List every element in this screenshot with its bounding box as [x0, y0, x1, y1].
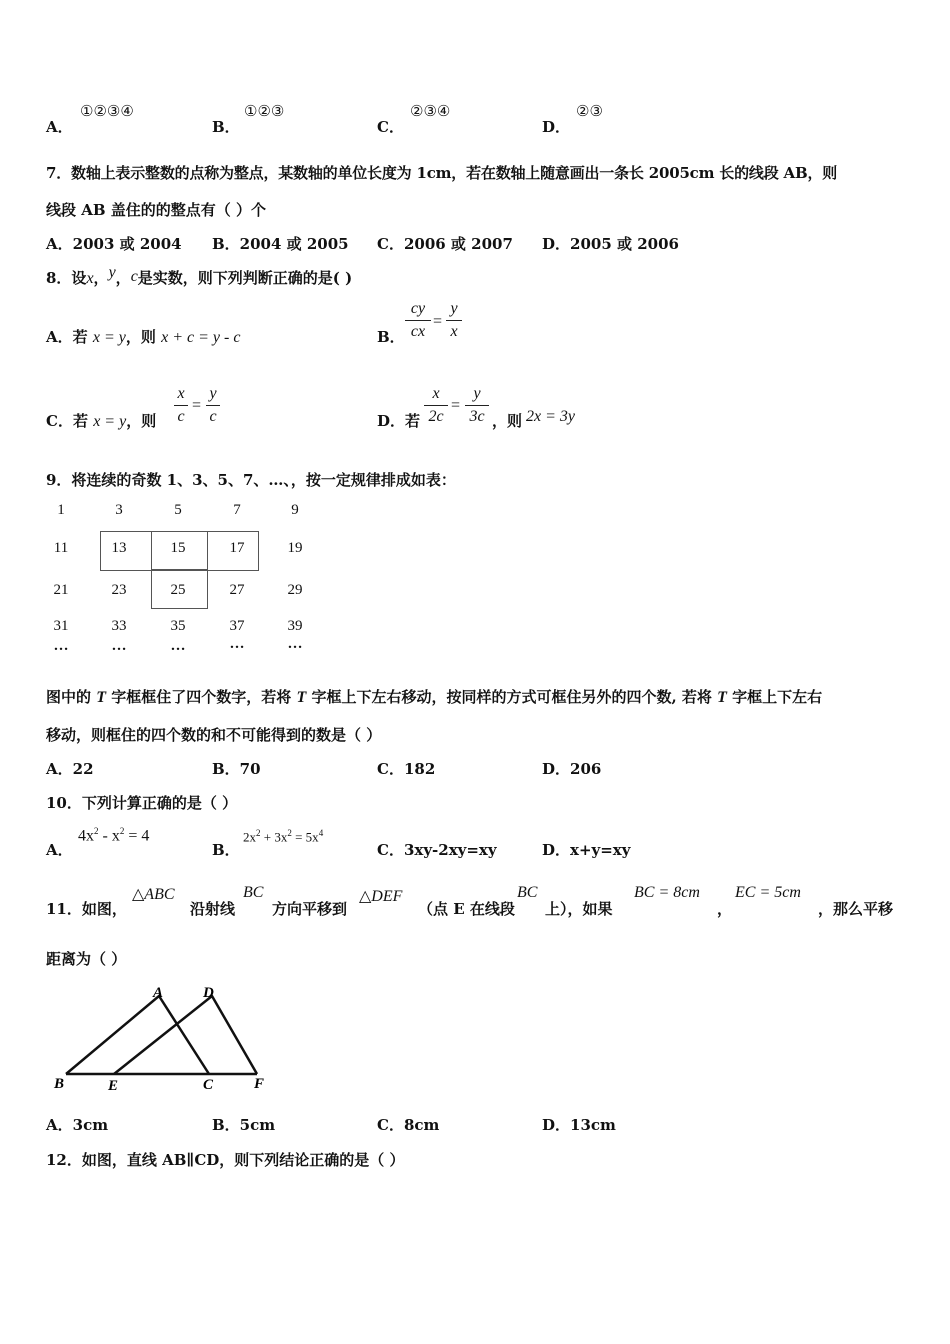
- q9-option-d: D．206: [542, 760, 602, 778]
- q10-b-exponent-3: 4: [318, 828, 324, 838]
- q8-option-d-label: D．若: [377, 412, 421, 430]
- q11-label-f: F: [254, 1076, 265, 1092]
- q8-option-c-fraction-1: [174, 385, 188, 426]
- q6-option-d-label: D．: [542, 118, 571, 136]
- q9-cell: 29: [287, 582, 303, 598]
- q11-triangle-abc: △ABC: [132, 886, 175, 903]
- q11-translation-figure: [40, 978, 280, 1098]
- q9-desc-part: 字框上下左右移动，按同样的方式可框住另外的四个数, 若将: [306, 688, 718, 706]
- q9-cell: 25: [170, 582, 186, 598]
- q8-stem: [46, 264, 353, 288]
- q10-b-exponent-2: 2: [287, 828, 292, 838]
- q8-option-d-fraction-1: [424, 385, 448, 426]
- q11-triangle-abc-sides: [66, 996, 209, 1074]
- q9-cell: 3: [115, 502, 123, 518]
- q8-option-b-fraction-1: [405, 300, 431, 341]
- q10-stem: 10．下列计算正确的是（ ）: [46, 794, 238, 812]
- q8-b-numerator-1: cy: [410, 300, 426, 317]
- q8-option-b-equals: =: [433, 313, 443, 330]
- q9-ellipsis: …: [287, 636, 303, 652]
- q7-stem-line2: 线段 AB 盖住的的整点有（ ）个: [46, 201, 266, 219]
- q8-stem-suffix: 是实数，则下列判断正确的是( ): [137, 269, 353, 287]
- q11-text-translation: ，那么平移: [818, 900, 894, 918]
- q11-stem-prefix: 11．如图，: [46, 900, 127, 918]
- q8-c-numerator-1: x: [177, 385, 185, 402]
- q9-cell: 23: [111, 582, 127, 598]
- q9-cell: 39: [287, 618, 303, 634]
- q8-option-a-result: x + c = y - c: [161, 329, 241, 346]
- q8-d-numerator-2: y: [473, 385, 481, 402]
- q11-label-c: C: [203, 1077, 214, 1093]
- q8-var-y: y: [108, 264, 116, 281]
- q10-option-c: C．3xy-2xy=xy: [377, 841, 497, 859]
- q11-option-c: C．8cm: [377, 1116, 440, 1134]
- q9-option-c: C．182: [377, 760, 436, 778]
- q8-option-a: [46, 326, 240, 347]
- q11-text-direction: 方向平移到: [272, 900, 348, 918]
- q10-b-term-1: 2x: [243, 829, 256, 845]
- q6-option-c-label: C．: [377, 118, 404, 136]
- q10-b-exponent-1: 2: [256, 828, 261, 838]
- q9-description-line2: 移动，则框住的四个数的和不可能得到的数是（ ）: [46, 726, 382, 744]
- q9-cell: 21: [53, 582, 69, 598]
- q11-ec-length: EC = 5cm: [735, 884, 801, 901]
- q8-option-a-condition: x = y: [92, 329, 126, 346]
- q8-b-numerator-2: y: [450, 300, 458, 317]
- q9-stem: 9．将连续的奇数 1、3、5、7、…、，按一定规律排成如表：: [46, 471, 456, 489]
- q9-cell: 33: [111, 618, 127, 634]
- q7-stem-line1: 7．数轴上表示整数的点称为整点，某数轴的单位长度为 1cm，若在数轴上随意画出一条长 2005cm 长的线段 AB，则: [46, 164, 838, 182]
- q8-option-d-fraction-2: [465, 385, 489, 426]
- q9-ellipsis: …: [111, 638, 127, 654]
- q6-option-c-value: ②③④: [410, 102, 451, 120]
- q11-label-e: E: [108, 1078, 119, 1094]
- q9-cell: 1: [57, 502, 65, 518]
- q9-cell: 27: [229, 582, 245, 598]
- q8-option-a-then: ，则: [125, 328, 156, 346]
- q9-t-letter: T: [296, 689, 307, 706]
- q11-option-d: D．13cm: [542, 1116, 616, 1134]
- q8-d-denominator-1: 2c: [428, 408, 444, 425]
- q11-text-point-e: （点 E 在线段: [418, 900, 515, 918]
- q8-option-c-condition: x = y: [93, 413, 127, 430]
- q9-cell: 11: [53, 540, 69, 556]
- q10-a-exponent-1: 2: [94, 826, 99, 836]
- q10-a-result: = 4: [124, 827, 150, 845]
- q10-b-result: = 5x: [291, 829, 319, 845]
- q10-a-exponent-2: 2: [119, 826, 125, 836]
- q9-desc-part: 图中的: [46, 688, 97, 706]
- q6-option-a-value: ①②③④: [80, 102, 134, 120]
- q8-option-c: [46, 410, 156, 431]
- q10-a-term-1: 4x: [78, 827, 94, 845]
- q10-option-b-expression: [243, 828, 323, 845]
- q8-stem-prefix: 8．设: [46, 269, 87, 287]
- q6-option-b-label: B．: [212, 118, 240, 136]
- q9-cell: 15: [170, 540, 186, 556]
- q9-description-line1: [46, 686, 822, 707]
- q8-option-b-label: B．: [377, 328, 405, 346]
- q9-cell: 7: [233, 502, 241, 518]
- q8-option-d-equals: =: [451, 397, 461, 414]
- q8-d-numerator-1: x: [432, 385, 440, 402]
- q10-option-d: D．x+y=xy: [542, 841, 631, 859]
- q7-option-b: B．2004 或 2005: [212, 235, 349, 253]
- q7-option-c: C．2006 或 2007: [377, 235, 513, 253]
- q8-option-c-label: C．若: [46, 412, 88, 430]
- q9-cell: 37: [229, 618, 245, 634]
- q10-b-term-2: + 3x: [260, 829, 288, 845]
- q6-option-d-value: ②③: [576, 102, 603, 120]
- q10-option-a-label: A．: [46, 841, 73, 859]
- q8-comma-1: ，: [93, 269, 109, 287]
- q6-option-b-value: ①②③: [244, 102, 285, 120]
- q7-option-d: D．2005 或 2006: [542, 235, 679, 253]
- q11-stem-line2: 距离为（ ）: [46, 950, 127, 968]
- q9-cell: 35: [170, 618, 186, 634]
- q8-b-denominator-2: x: [450, 323, 458, 340]
- q11-bc-length: BC = 8cm: [634, 884, 700, 901]
- q10-option-b-label: B．: [212, 841, 240, 859]
- q9-ellipsis: …: [53, 638, 69, 654]
- q9-option-b: B．70: [212, 760, 261, 778]
- q9-desc-part: 字框框住了四个数字，若将: [106, 688, 297, 706]
- q8-var-x: x: [86, 270, 94, 287]
- q8-comma-2: ，: [115, 269, 131, 287]
- q8-option-d-then: ，则: [492, 412, 523, 430]
- q9-ellipsis: …: [229, 636, 245, 652]
- q9-cell: 9: [291, 502, 299, 518]
- q8-b-denominator-1: cx: [410, 323, 426, 340]
- q9-ellipsis: …: [170, 638, 186, 654]
- q8-option-a-label: A．若: [46, 328, 88, 346]
- q11-option-b: B．5cm: [212, 1116, 276, 1134]
- q11-segment-bc-2: BC: [517, 884, 538, 901]
- q11-label-d: D: [203, 985, 214, 1001]
- q9-desc-part: 字框上下左右: [726, 688, 823, 706]
- q8-d-denominator-2: 3c: [469, 408, 485, 425]
- q11-label-a: A: [153, 985, 164, 1001]
- q8-var-c: c: [130, 268, 138, 285]
- q9-cell: 31: [53, 618, 69, 634]
- q7-option-a: A．2003 或 2004: [46, 235, 182, 253]
- q11-label-b: B: [54, 1076, 65, 1092]
- q6-option-a-label: A．: [46, 118, 73, 136]
- q9-option-a: A．22: [46, 760, 94, 778]
- q12-stem: 12．如图，直线 AB∥CD，则下列结论正确的是（ ）: [46, 1151, 405, 1169]
- q11-text-if: 上），如果: [545, 900, 613, 918]
- q11-triangle-def-sides: [114, 996, 257, 1074]
- q8-option-c-equals: =: [192, 397, 202, 414]
- q9-t-letter: T: [717, 689, 727, 706]
- q11-segment-bc-1: BC: [243, 884, 264, 901]
- q8-option-b-fraction-2: [446, 300, 462, 341]
- q11-comma: ，: [717, 900, 733, 918]
- q8-option-c-then: ，则: [126, 412, 157, 430]
- q9-cell: 19: [287, 540, 303, 556]
- q11-triangle-def: △DEF: [359, 888, 403, 905]
- q9-cell: 13: [111, 540, 127, 556]
- q8-option-c-fraction-2: [206, 385, 220, 426]
- q10-option-a-expression: [78, 826, 149, 845]
- q11-option-a: A．3cm: [46, 1116, 109, 1134]
- q8-option-d-result: 2x = 3y: [526, 408, 575, 425]
- q8-c-denominator-2: c: [209, 408, 217, 425]
- q9-t-letter: T: [96, 689, 107, 706]
- q8-c-numerator-2: y: [209, 385, 217, 402]
- q10-a-term-2: - x: [98, 827, 120, 845]
- q9-cell: 17: [229, 540, 245, 556]
- q9-cell: 5: [174, 502, 182, 518]
- q8-c-denominator-1: c: [177, 408, 185, 425]
- q11-text-along-ray: 沿射线: [190, 900, 236, 918]
